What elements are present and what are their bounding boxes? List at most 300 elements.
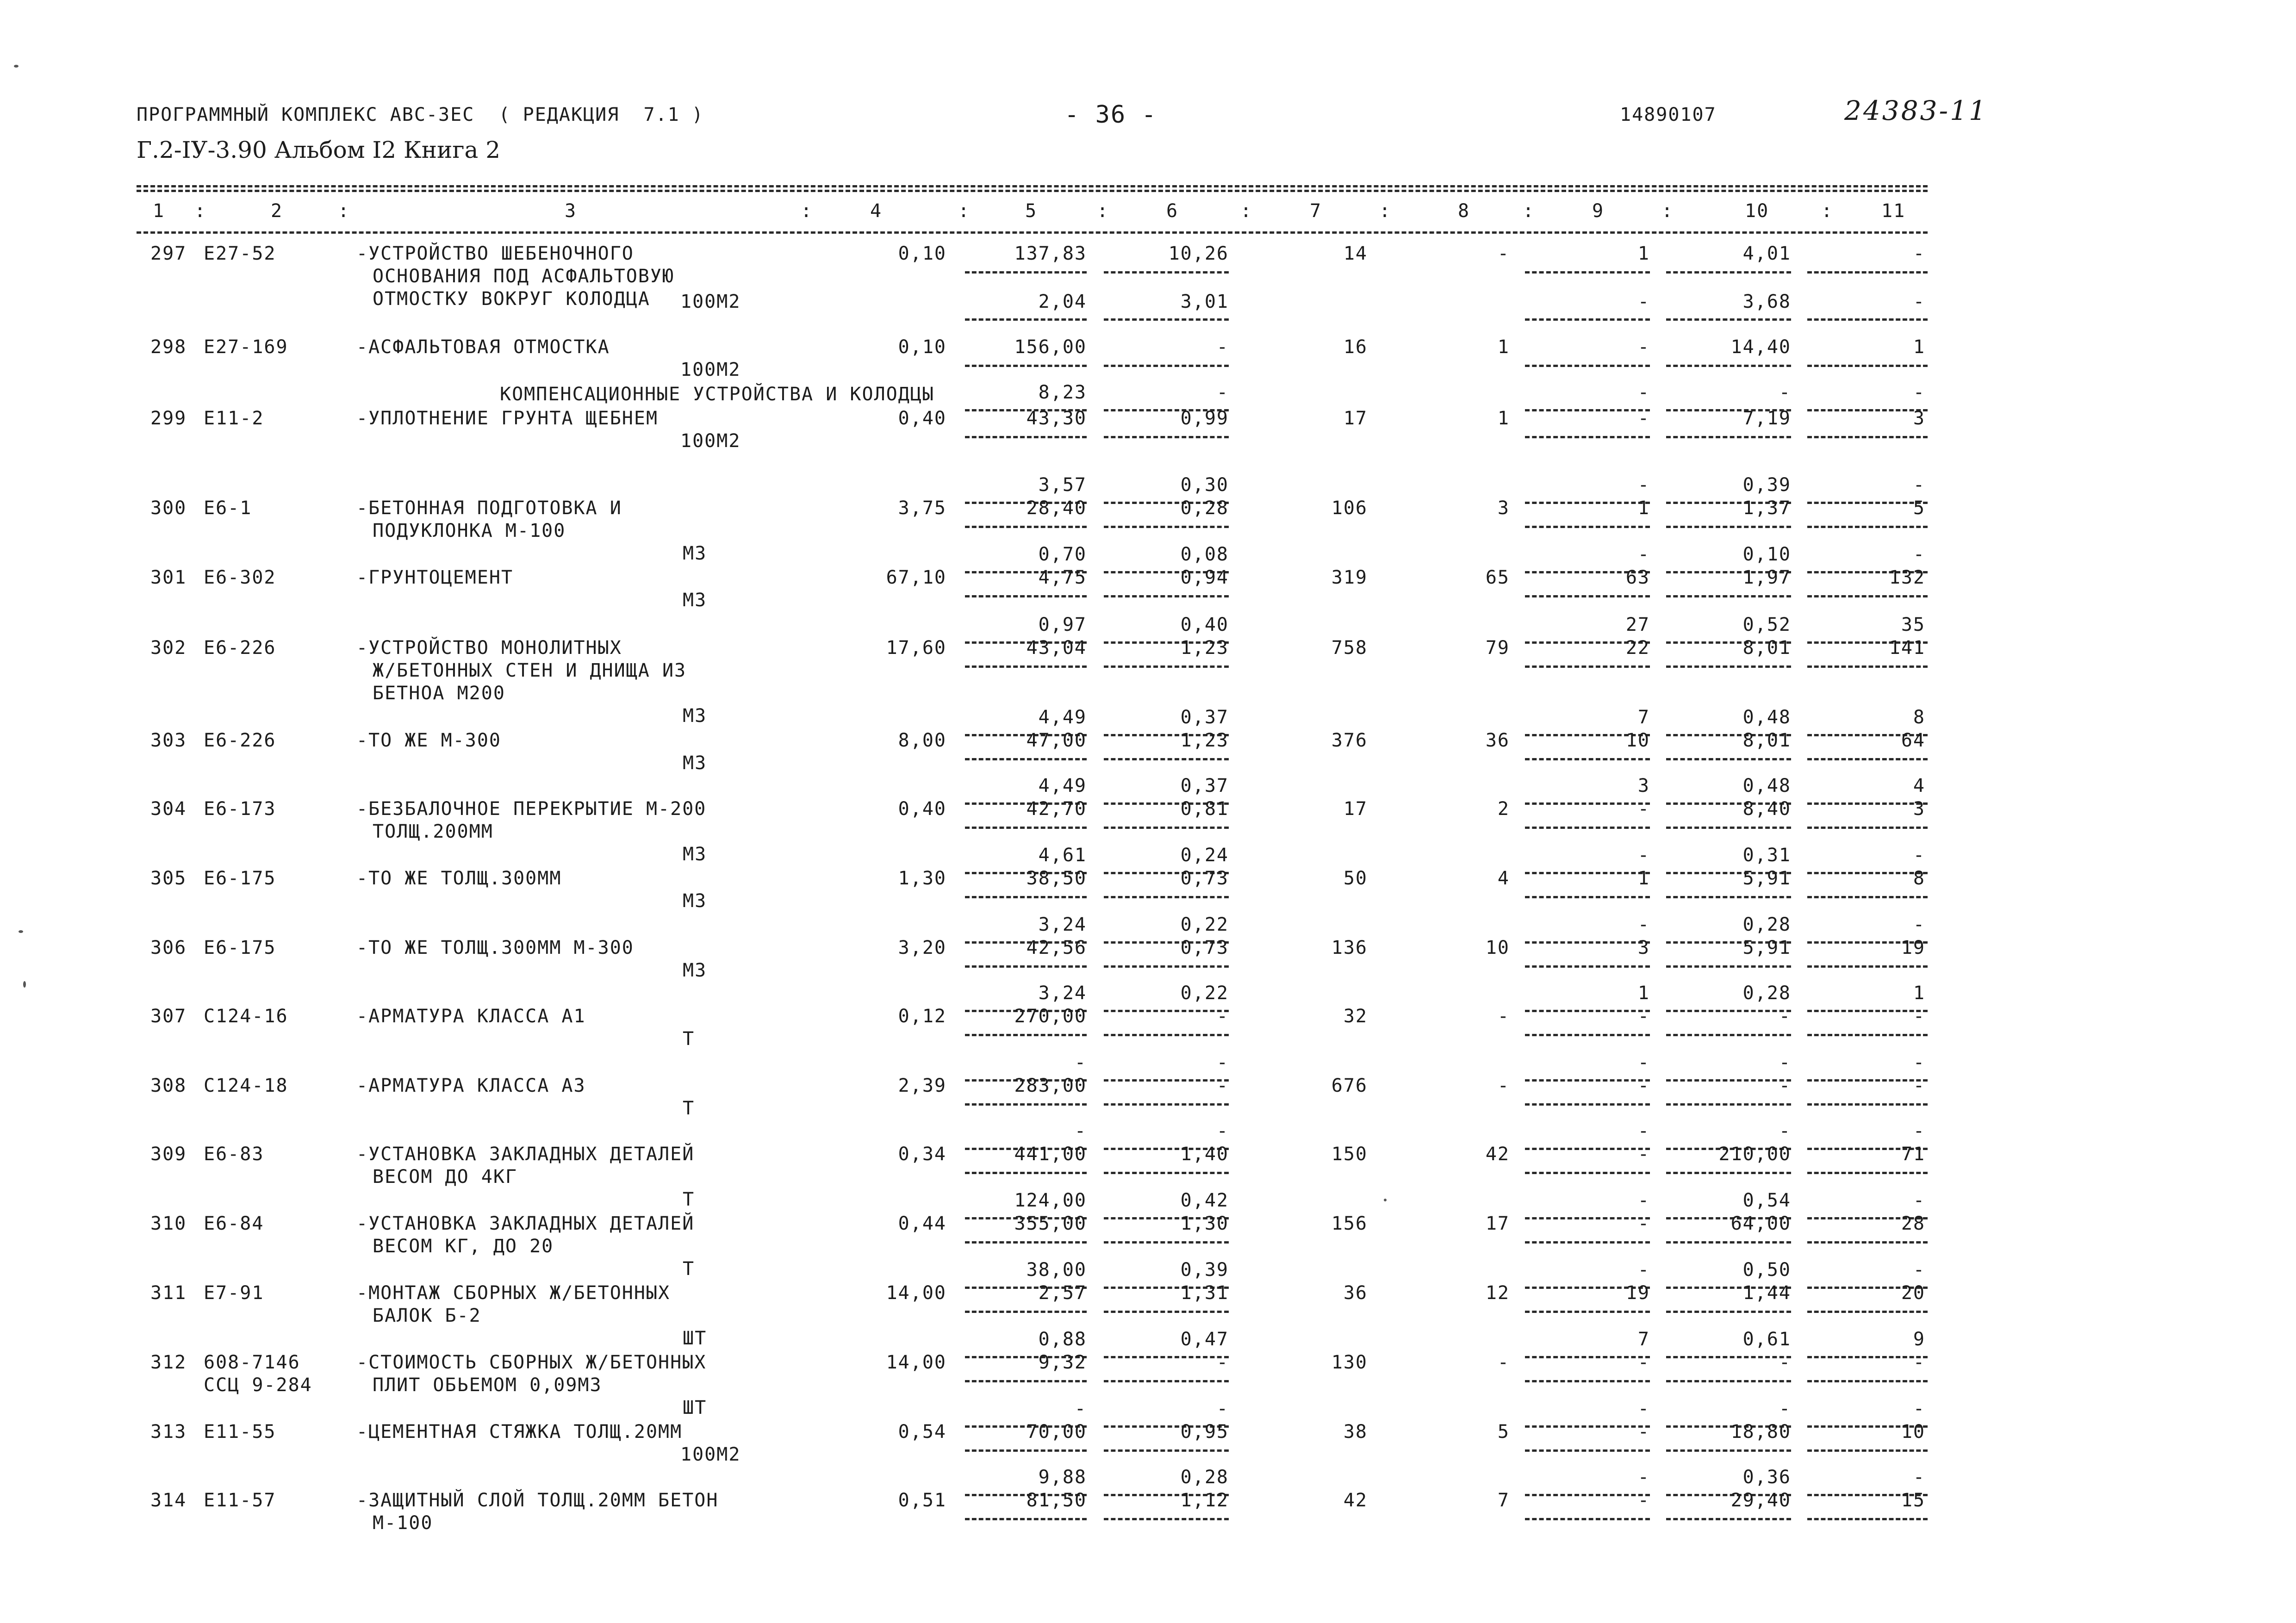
cell-c9-second: - bbox=[1637, 1052, 1650, 1073]
cell-c5: 441,00 bbox=[1014, 1144, 1087, 1165]
cell-rule bbox=[965, 595, 1087, 597]
cell-c8: 17 bbox=[1485, 1213, 1510, 1234]
cell-rule bbox=[1525, 896, 1650, 898]
cell-c11-second: - bbox=[1913, 914, 1925, 935]
cell-c5: 81,50 bbox=[1026, 1490, 1087, 1511]
entry-number: 299 bbox=[150, 408, 187, 429]
cell-c11-second: 1 bbox=[1913, 983, 1925, 1004]
cell-c10: 1,37 bbox=[1742, 497, 1791, 519]
cell-c7: 50 bbox=[1343, 868, 1368, 889]
entry-number: 314 bbox=[150, 1490, 187, 1511]
cell-c11-second: 35 bbox=[1901, 614, 1925, 635]
cell-c5-second: 124,00 bbox=[1014, 1190, 1087, 1211]
entry-description: ТОЛЩ.200ММ bbox=[373, 821, 493, 842]
cell-rule bbox=[965, 1172, 1087, 1174]
cell-rule bbox=[1104, 1311, 1229, 1313]
cell-c8: 10 bbox=[1485, 937, 1510, 958]
cell-rule bbox=[965, 758, 1087, 760]
cell-c7: 16 bbox=[1343, 336, 1368, 358]
cell-c10-second: - bbox=[1779, 1120, 1791, 1142]
entry-number: 301 bbox=[150, 567, 187, 588]
cell-rule bbox=[1104, 271, 1229, 274]
entry-quantity: 0,34 bbox=[898, 1144, 946, 1165]
cell-c6-second: 0,22 bbox=[1180, 914, 1229, 935]
entry-quantity: 1,30 bbox=[898, 868, 946, 889]
cell-c10: 4,01 bbox=[1742, 243, 1791, 264]
entry-unit: М3 bbox=[683, 590, 707, 611]
cell-c9-second: - bbox=[1637, 1190, 1650, 1211]
cell-c10-second: - bbox=[1779, 1398, 1791, 1419]
cell-c10-second: 0,50 bbox=[1742, 1259, 1791, 1281]
cell-c6: 1,23 bbox=[1180, 730, 1229, 751]
cell-c8: 42 bbox=[1485, 1144, 1510, 1165]
cell-rule bbox=[1525, 365, 1650, 367]
entry-quantity: 0,10 bbox=[898, 243, 946, 264]
column-header-2: 2 bbox=[271, 200, 283, 222]
cell-rule bbox=[965, 1311, 1087, 1313]
cell-c5-second: 0,88 bbox=[1038, 1329, 1087, 1350]
entry-unit: 100М2 bbox=[680, 430, 741, 452]
entry-description: -ЦЕМЕНТНАЯ СТЯЖКА ТОЛЩ.20ММ bbox=[356, 1421, 683, 1443]
cell-c10: 29,40 bbox=[1730, 1490, 1791, 1511]
column-header-5: 5 bbox=[1025, 200, 1038, 222]
cell-c11: 19 bbox=[1901, 937, 1925, 958]
column-header-4: 4 bbox=[870, 200, 883, 222]
entry-description: -АРМАТУРА КЛАССА А1 bbox=[356, 1006, 586, 1027]
cell-rule bbox=[1104, 436, 1229, 438]
cell-c11: - bbox=[1913, 1352, 1925, 1373]
cell-c6: 0,94 bbox=[1180, 567, 1229, 588]
cell-c9-second: 27 bbox=[1625, 614, 1650, 635]
cell-c5: 70,00 bbox=[1026, 1421, 1087, 1443]
cell-c8: 7 bbox=[1497, 1490, 1510, 1511]
cell-c11-second: 9 bbox=[1913, 1329, 1925, 1350]
cell-c11: 3 bbox=[1913, 408, 1925, 429]
cell-c11-second: - bbox=[1913, 291, 1925, 312]
cell-c6: 1,12 bbox=[1180, 1490, 1229, 1511]
entry-description: -АРМАТУРА КЛАССА А3 bbox=[356, 1075, 586, 1096]
cell-c9-second: 1 bbox=[1637, 983, 1650, 1004]
cell-c10: - bbox=[1779, 1352, 1791, 1373]
cell-rule bbox=[1807, 965, 1928, 968]
cell-c10-second: 0,28 bbox=[1742, 983, 1791, 1004]
cell-rule bbox=[1807, 1241, 1928, 1244]
entry-number: 302 bbox=[150, 637, 187, 659]
cell-rule bbox=[1104, 1034, 1229, 1036]
cell-c8: 79 bbox=[1485, 637, 1510, 659]
cell-c10: 5,91 bbox=[1742, 868, 1791, 889]
cell-c6: 1,30 bbox=[1180, 1213, 1229, 1234]
entry-code: С124-16 bbox=[204, 1006, 288, 1027]
entry-description: БЕТНОА М200 bbox=[373, 683, 505, 704]
entry-unit: 100М2 bbox=[680, 1444, 741, 1465]
cell-rule bbox=[965, 665, 1087, 668]
entry-description: -АСФАЛЬТОВАЯ ОТМОСТКА bbox=[356, 336, 610, 358]
entry-unit: М3 bbox=[683, 705, 707, 727]
cell-rule bbox=[965, 1380, 1087, 1382]
cell-rule bbox=[1666, 1103, 1791, 1106]
scan-speck bbox=[19, 930, 23, 933]
entry-number: 308 bbox=[150, 1075, 187, 1096]
entry-unit: М3 bbox=[683, 752, 707, 774]
cell-c9: 1 bbox=[1637, 868, 1650, 889]
cell-rule bbox=[1525, 436, 1650, 438]
cell-c11-second: - bbox=[1913, 382, 1925, 403]
cell-c5-second: 3,24 bbox=[1038, 983, 1087, 1004]
column-separator: : bbox=[338, 200, 350, 222]
cell-c8: 1 bbox=[1497, 408, 1510, 429]
cell-c11: 141 bbox=[1889, 637, 1925, 659]
doc-reference: Г.2-IУ-3.90 Альбом I2 Книга 2 bbox=[137, 137, 501, 163]
entry-number: 298 bbox=[150, 336, 187, 358]
cell-c10: 64,00 bbox=[1730, 1213, 1791, 1234]
handwritten-number: 24383-11 bbox=[1844, 95, 1988, 126]
entry-number: 304 bbox=[150, 798, 187, 820]
column-header-9: 9 bbox=[1592, 200, 1605, 222]
entry-description: -ТО ЖЕ М-300 bbox=[356, 730, 501, 751]
cell-c7: 17 bbox=[1343, 408, 1368, 429]
cell-rule bbox=[1525, 1311, 1650, 1313]
column-header-10: 10 bbox=[1745, 200, 1769, 222]
cell-rule bbox=[1666, 1449, 1791, 1452]
cell-c8: - bbox=[1497, 243, 1510, 264]
cell-rule bbox=[1666, 965, 1791, 968]
cell-c10-second: 0,48 bbox=[1742, 775, 1791, 796]
cell-c5: 43,30 bbox=[1026, 408, 1087, 429]
entry-code: Е6-175 bbox=[204, 937, 276, 958]
cell-c11: 71 bbox=[1901, 1144, 1925, 1165]
entry-number: 300 bbox=[150, 497, 187, 519]
entry-unit: Т bbox=[683, 1258, 695, 1280]
cell-c11-second: - bbox=[1913, 1120, 1925, 1142]
cell-rule bbox=[1666, 526, 1791, 528]
cell-rule bbox=[965, 436, 1087, 438]
cell-rule bbox=[965, 1449, 1087, 1452]
cell-c9-second: - bbox=[1637, 914, 1650, 935]
entry-number: 307 bbox=[150, 1006, 187, 1027]
entry-unit: ШТ bbox=[683, 1397, 707, 1418]
cell-c7: 130 bbox=[1331, 1352, 1368, 1373]
cell-rule bbox=[1525, 965, 1650, 968]
cell-c11: 64 bbox=[1901, 730, 1925, 751]
cell-rule bbox=[1666, 595, 1791, 597]
entry-code: Е6-175 bbox=[204, 868, 276, 889]
cell-c11-second: 8 bbox=[1913, 707, 1925, 728]
cell-rule bbox=[1104, 318, 1229, 321]
cell-c9-second: - bbox=[1637, 1467, 1650, 1488]
cell-c5-second: 38,00 bbox=[1026, 1259, 1087, 1281]
cell-c6-second: 0,22 bbox=[1180, 983, 1229, 1004]
cell-rule bbox=[1807, 271, 1928, 274]
cell-rule bbox=[1104, 665, 1229, 668]
cell-c6-second: 0,47 bbox=[1180, 1329, 1229, 1350]
cell-rule bbox=[965, 965, 1087, 968]
column-separator: : bbox=[958, 200, 971, 222]
cell-c5: 355,00 bbox=[1014, 1213, 1087, 1234]
cell-c5-second: 0,97 bbox=[1038, 614, 1087, 635]
cell-c9: - bbox=[1637, 1006, 1650, 1027]
cell-rule bbox=[1666, 896, 1791, 898]
entry-code: С124-18 bbox=[204, 1075, 288, 1096]
cell-c10: 5,91 bbox=[1742, 937, 1791, 958]
cell-c11-second: 4 bbox=[1913, 775, 1925, 796]
cell-c6: 0,95 bbox=[1180, 1421, 1229, 1443]
cell-c5-second: 4,61 bbox=[1038, 845, 1087, 866]
cell-rule bbox=[1807, 1380, 1928, 1382]
cell-c6-second: - bbox=[1216, 1052, 1229, 1073]
cell-rule bbox=[1525, 1034, 1650, 1036]
cell-c5-second: 3,24 bbox=[1038, 914, 1087, 935]
entry-unit: М3 bbox=[683, 890, 707, 912]
cell-c6-second: 0,08 bbox=[1180, 544, 1229, 565]
cell-rule bbox=[1525, 1518, 1650, 1520]
column-separator: : bbox=[1097, 200, 1109, 222]
section-title: КОМПЕНСАЦИОННЫЕ УСТРОЙСТВА И КОЛОДЦЫ bbox=[500, 384, 934, 405]
cell-rule bbox=[1666, 1034, 1791, 1036]
entry-quantity: 8,00 bbox=[898, 730, 946, 751]
cell-c11-second: - bbox=[1913, 1398, 1925, 1419]
cell-c9: 3 bbox=[1637, 937, 1650, 958]
entry-number: 303 bbox=[150, 730, 187, 751]
cell-c6: 1,31 bbox=[1180, 1282, 1229, 1304]
cell-rule bbox=[1807, 1449, 1928, 1452]
cell-c7: 376 bbox=[1331, 730, 1368, 751]
cell-rule bbox=[1525, 1449, 1650, 1452]
entry-code: Е6-302 bbox=[204, 567, 276, 588]
entry-number: 297 bbox=[150, 243, 187, 264]
cell-c11: 8 bbox=[1913, 868, 1925, 889]
cell-c8: 36 bbox=[1485, 730, 1510, 751]
cell-c6: 0,99 bbox=[1180, 408, 1229, 429]
cell-c10: - bbox=[1779, 1075, 1791, 1096]
entry-code: Е6-83 bbox=[204, 1144, 264, 1165]
cell-c6: 0,28 bbox=[1180, 497, 1229, 519]
cell-c6: 1,40 bbox=[1180, 1144, 1229, 1165]
entry-description: -СТОИМОСТЬ СБОРНЫХ Ж/БЕТОННЫХ bbox=[356, 1352, 707, 1373]
cell-c8: 4 bbox=[1497, 868, 1510, 889]
cell-c7: 156 bbox=[1331, 1213, 1368, 1234]
cell-c11: - bbox=[1913, 243, 1925, 264]
column-header-8: 8 bbox=[1458, 200, 1470, 222]
cell-c5-second: 2,04 bbox=[1038, 291, 1087, 312]
cell-c9-second: 7 bbox=[1637, 1329, 1650, 1350]
cell-c6-second: - bbox=[1216, 382, 1229, 403]
column-separator: : bbox=[1821, 200, 1834, 222]
cell-rule bbox=[965, 365, 1087, 367]
entry-description: -УСТРОЙСТВО МОНОЛИТНЫХ bbox=[356, 637, 622, 659]
cell-rule bbox=[1807, 896, 1928, 898]
entry-description: -УПЛОТНЕНИЕ ГРУНТА ЩЕБНЕМ bbox=[356, 408, 659, 429]
cell-rule bbox=[1807, 827, 1928, 829]
entry-description: -ТО ЖЕ ТОЛЩ.300ММ bbox=[356, 868, 562, 889]
entry-unit: Т bbox=[683, 1098, 695, 1119]
cell-c10: 7,19 bbox=[1742, 408, 1791, 429]
cell-c11: 3 bbox=[1913, 798, 1925, 820]
cell-c10-second: - bbox=[1779, 1052, 1791, 1073]
cell-c8: 65 bbox=[1485, 567, 1510, 588]
cell-c10-second: 0,48 bbox=[1742, 707, 1791, 728]
cell-c6-second: - bbox=[1216, 1120, 1229, 1142]
cell-rule bbox=[1666, 827, 1791, 829]
cell-c10-second: 0,54 bbox=[1742, 1190, 1791, 1211]
cell-c11: 28 bbox=[1901, 1213, 1925, 1234]
cell-rule bbox=[1525, 595, 1650, 597]
cell-c6: - bbox=[1216, 1352, 1229, 1373]
entry-quantity: 14,00 bbox=[886, 1352, 946, 1373]
entry-unit: ШТ bbox=[683, 1328, 707, 1349]
entry-description: ОСНОВАНИЯ ПОД АСФАЛЬТОВУЮ bbox=[373, 266, 675, 287]
entry-quantity: 0,12 bbox=[898, 1006, 946, 1027]
cell-c10: 210,00 bbox=[1718, 1144, 1791, 1165]
cell-rule bbox=[1525, 1103, 1650, 1106]
cell-c5-second: - bbox=[1074, 1052, 1087, 1073]
cell-rule bbox=[1104, 896, 1229, 898]
cell-c5-second: - bbox=[1074, 1398, 1087, 1419]
cell-c10: 1,97 bbox=[1742, 567, 1791, 588]
cell-rule bbox=[1525, 271, 1650, 274]
entry-description: БАЛОК Б-2 bbox=[373, 1305, 481, 1326]
cell-rule bbox=[1807, 665, 1928, 668]
cell-rule bbox=[1666, 436, 1791, 438]
entry-quantity: 0,54 bbox=[898, 1421, 946, 1443]
column-separator: : bbox=[1661, 200, 1674, 222]
cell-rule bbox=[965, 318, 1087, 321]
cell-c6: - bbox=[1216, 1075, 1229, 1096]
cell-rule bbox=[1666, 318, 1791, 321]
cell-c9-second: - bbox=[1637, 382, 1650, 403]
entry-unit: Т bbox=[683, 1189, 695, 1210]
cell-c10-second: 0,52 bbox=[1742, 614, 1791, 635]
cell-c11: 20 bbox=[1901, 1282, 1925, 1304]
cell-c7: 42 bbox=[1343, 1490, 1368, 1511]
cell-rule bbox=[965, 1518, 1087, 1520]
cell-rule bbox=[1807, 1172, 1928, 1174]
cell-c11-second: - bbox=[1913, 1052, 1925, 1073]
entry-number: 310 bbox=[150, 1213, 187, 1234]
entry-code: Е6-84 bbox=[204, 1213, 264, 1234]
cell-rule bbox=[1666, 271, 1791, 274]
cell-c5: 9,32 bbox=[1038, 1352, 1087, 1373]
cell-c10: 8,01 bbox=[1742, 730, 1791, 751]
cell-c11-second: - bbox=[1913, 474, 1925, 496]
cell-c6-second: 0,37 bbox=[1180, 707, 1229, 728]
cell-c9: - bbox=[1637, 1352, 1650, 1373]
cell-c11-second: - bbox=[1913, 1467, 1925, 1488]
cell-c11: 5 bbox=[1913, 497, 1925, 519]
cell-c5: 43,04 bbox=[1026, 637, 1087, 659]
cell-rule bbox=[1104, 965, 1229, 968]
cell-c10: 14,40 bbox=[1730, 336, 1791, 358]
cell-c8: - bbox=[1497, 1352, 1510, 1373]
cell-c6: 0,81 bbox=[1180, 798, 1229, 820]
cell-c5-second: 9,88 bbox=[1038, 1467, 1087, 1488]
cell-c9: - bbox=[1637, 1213, 1650, 1234]
cell-c10: - bbox=[1779, 1006, 1791, 1027]
entry-code: Е6-1 bbox=[204, 497, 252, 519]
entry-number: 305 bbox=[150, 868, 187, 889]
cell-rule bbox=[1525, 1380, 1650, 1382]
entry-description: -ГРУНТОЦЕМЕНТ bbox=[356, 567, 514, 588]
cell-rule bbox=[1807, 436, 1928, 438]
cell-c6-second: - bbox=[1216, 1398, 1229, 1419]
entry-quantity: 0,51 bbox=[898, 1490, 946, 1511]
cell-c6-second: 0,28 bbox=[1180, 1467, 1229, 1488]
entry-code: Е6-226 bbox=[204, 730, 276, 751]
cell-c6-second: 0,37 bbox=[1180, 775, 1229, 796]
cell-c6: - bbox=[1216, 336, 1229, 358]
cell-c5-second: 4,49 bbox=[1038, 707, 1087, 728]
cell-c9: - bbox=[1637, 1075, 1650, 1096]
cell-c9: 63 bbox=[1625, 567, 1650, 588]
cell-c7: 38 bbox=[1343, 1421, 1368, 1443]
entry-description: ВЕСОМ КГ, ДО 20 bbox=[373, 1236, 554, 1257]
cell-c10: 1,44 bbox=[1742, 1282, 1791, 1304]
scan-speck bbox=[1384, 1199, 1387, 1201]
column-separator: : bbox=[1240, 200, 1253, 222]
cell-rule bbox=[1104, 1103, 1229, 1106]
cell-c8: 1 bbox=[1497, 336, 1510, 358]
cell-c5: 270,00 bbox=[1014, 1006, 1087, 1027]
cell-rule bbox=[1666, 365, 1791, 367]
cell-c9: - bbox=[1637, 1144, 1650, 1165]
entry-unit: 100М2 bbox=[680, 291, 741, 312]
cell-c9-second: - bbox=[1637, 544, 1650, 565]
column-header-1: 1 bbox=[153, 200, 165, 222]
cell-c9-second: - bbox=[1637, 1259, 1650, 1281]
cell-c6: 0,73 bbox=[1180, 868, 1229, 889]
entry-quantity: 3,20 bbox=[898, 937, 946, 958]
column-header-7: 7 bbox=[1310, 200, 1322, 222]
cell-rule bbox=[1666, 1518, 1791, 1520]
entry-code: Е11-57 bbox=[204, 1490, 276, 1511]
cell-c8: 2 bbox=[1497, 798, 1510, 820]
cell-c10-second: 0,36 bbox=[1742, 1467, 1791, 1488]
cell-c5: 38,50 bbox=[1026, 868, 1087, 889]
entry-description: ВЕСОМ ДО 4КГ bbox=[373, 1166, 517, 1188]
cell-rule bbox=[1807, 526, 1928, 528]
table-top-rule bbox=[137, 190, 1928, 192]
cell-c10-second: 0,10 bbox=[1742, 544, 1791, 565]
cell-c7: 36 bbox=[1343, 1282, 1368, 1304]
entry-quantity: 3,75 bbox=[898, 497, 946, 519]
entry-description: -БЕЗБАЛОЧНОЕ ПЕРЕКРЫТИЕ М-200 bbox=[356, 798, 707, 820]
cell-c9-second: - bbox=[1637, 845, 1650, 866]
entry-unit: М3 bbox=[683, 960, 707, 981]
entry-number: 306 bbox=[150, 937, 187, 958]
entry-code: Е27-52 bbox=[204, 243, 276, 264]
entry-description: -УСТАНОВКА ЗАКЛАДНЫХ ДЕТАЛЕЙ bbox=[356, 1213, 695, 1234]
cell-c11-second: - bbox=[1913, 544, 1925, 565]
cell-c10-second: - bbox=[1779, 382, 1791, 403]
cell-rule bbox=[1104, 526, 1229, 528]
entry-unit: М3 bbox=[683, 543, 707, 564]
cell-rule bbox=[1104, 365, 1229, 367]
cell-rule bbox=[965, 896, 1087, 898]
cell-c7: 32 bbox=[1343, 1006, 1368, 1027]
cell-rule bbox=[1807, 1103, 1928, 1106]
cell-rule bbox=[1807, 758, 1928, 760]
cell-rule bbox=[1104, 1449, 1229, 1452]
cell-c5: 47,00 bbox=[1026, 730, 1087, 751]
cell-rule bbox=[965, 827, 1087, 829]
cell-c9: 19 bbox=[1625, 1282, 1650, 1304]
cell-rule bbox=[1525, 526, 1650, 528]
cell-c5-second: 8,23 bbox=[1038, 382, 1087, 403]
cell-rule bbox=[1525, 1172, 1650, 1174]
cell-rule bbox=[1525, 1241, 1650, 1244]
entry-number: 309 bbox=[150, 1144, 187, 1165]
cell-rule bbox=[1104, 827, 1229, 829]
